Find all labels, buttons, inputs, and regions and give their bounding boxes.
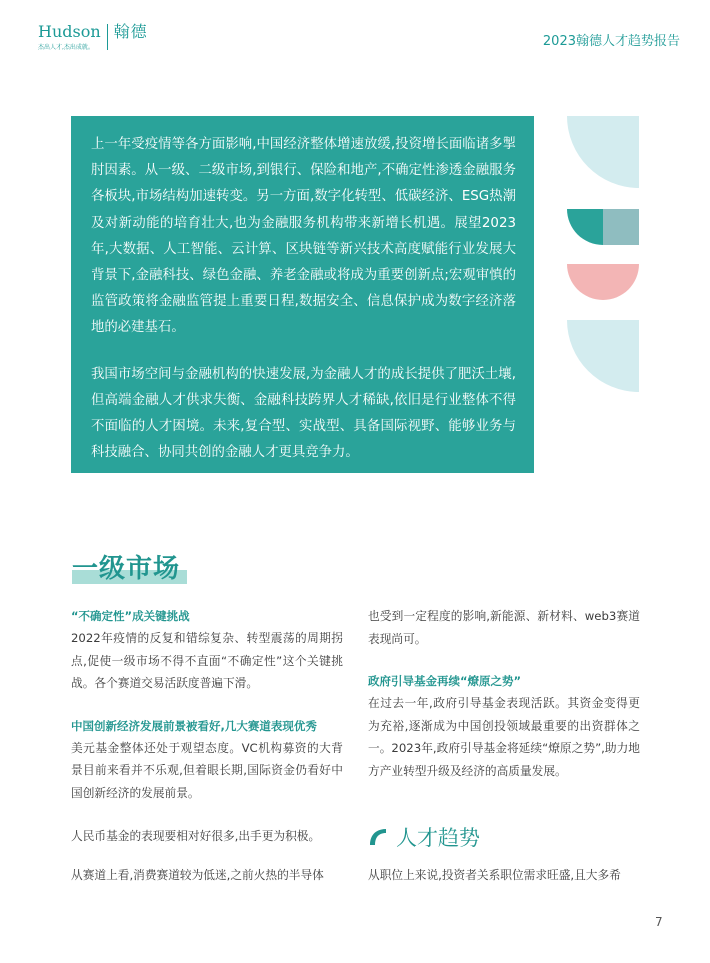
paragraph-gov-fund: 在过去一年,政府引导基金表现活跃。其资金变得更为充裕,逐渐成为中国创投领域最重要的出资群体之一。2023年,政府引导基金将延续“燎原之势”,助力地方产业转型升级及经济的高质量发展。	[368, 696, 640, 778]
paragraph-investor-relations: 从职位上来说,投资者关系职位需求旺盛,且大多希	[368, 868, 621, 882]
deco-shape-light-2	[567, 320, 639, 392]
logo-divider	[107, 24, 108, 50]
intro-box	[71, 116, 534, 473]
left-column-bottom	[71, 864, 343, 887]
right-column-bottom	[368, 864, 640, 887]
page-number: 7	[655, 915, 663, 929]
paragraph-sectors-cont: 也受到一定程度的影响,新能源、新材料、web3赛道表现尚可。	[368, 609, 640, 646]
subheading-innovation: 中国创新经济发展前景被看好,几大赛道表现优秀	[71, 718, 317, 733]
deco-shape-teal	[567, 209, 603, 245]
logo-chinese: 翰德	[113, 22, 148, 41]
talent-trend-title: 人才趋势	[396, 826, 480, 850]
intro-paragraph-2: 我国市场空间与金融机构的快速发展,为金融人才的成长提供了肥沃土壤,但高端金融人才供求失衡、金融科技跨界人才稀缺,依旧是行业整体不得不面临的人才困境。未来,复合型、实战型、具备国际视野、能够业务与科技融合、协同共创的金融人才更具竞争力。	[91, 366, 516, 461]
paragraph-rmb-fund: 人民币基金的表现要相对好很多,出手更为积极。	[71, 828, 321, 843]
logo-tagline: 杰出人才,杰出成就。	[38, 44, 94, 51]
left-column	[71, 605, 343, 847]
talent-trend-heading	[368, 822, 480, 852]
deco-shape-light-1	[567, 116, 639, 188]
deco-shape-grey	[603, 209, 639, 245]
page-header	[0, 0, 710, 70]
logo-english: Hudson	[38, 22, 101, 41]
paragraph-usd-fund: 美元基金整体还处于观望态度。VC机构募资的大背景目前来看并不乐观,但着眼长期,国际资金仍看好中国创新经济的发展前景。	[71, 740, 343, 800]
section-heading: 一级市场	[72, 554, 181, 584]
decorative-shapes	[567, 116, 639, 396]
subheading-gov-fund: 政府引导基金再续“燎原之势”	[368, 674, 522, 689]
section-title	[72, 548, 180, 588]
leaf-icon	[368, 827, 388, 847]
deco-shape-pink	[567, 264, 639, 300]
subheading-uncertainty: “不确定性”成关键挑战	[71, 609, 190, 623]
right-column	[368, 605, 640, 783]
report-title: 2023翰德人才趋势报告	[542, 34, 680, 49]
intro-paragraph-1: 上一年受疫情等各方面影响,中国经济整体增速放缓,投资增长面临诸多掣肘因素。从一级、二级市场,到银行、保险和地产,不确定性渗透金融服务各板块,市场结构加速转变。另一方面,数字化转型、低碳经济、ESG热潮及对新动能的培育壮大,也为金融服务机构带来新增长机遇。展望2023年,大数据、人工智能、云计算、区块链等新兴技术高度赋能行业发展大背景下,金融科技、绿色金融、养老金融或将成为重要创新点;宏观审慎的监管政策将金融监管提上重要日程,数据安全、信息保护成为数字经济落地的必建基石。	[91, 137, 516, 336]
paragraph-sectors: 从赛道上看,消费赛道较为低迷,之前火热的半导体	[71, 868, 324, 882]
paragraph-uncertainty: 2022年疫情的反复和错综复杂、转型震荡的周期拐点,促使一级市场不得不直面“不确定性”这个关键挑战。各个赛道交易活跃度普遍下滑。	[71, 631, 343, 691]
